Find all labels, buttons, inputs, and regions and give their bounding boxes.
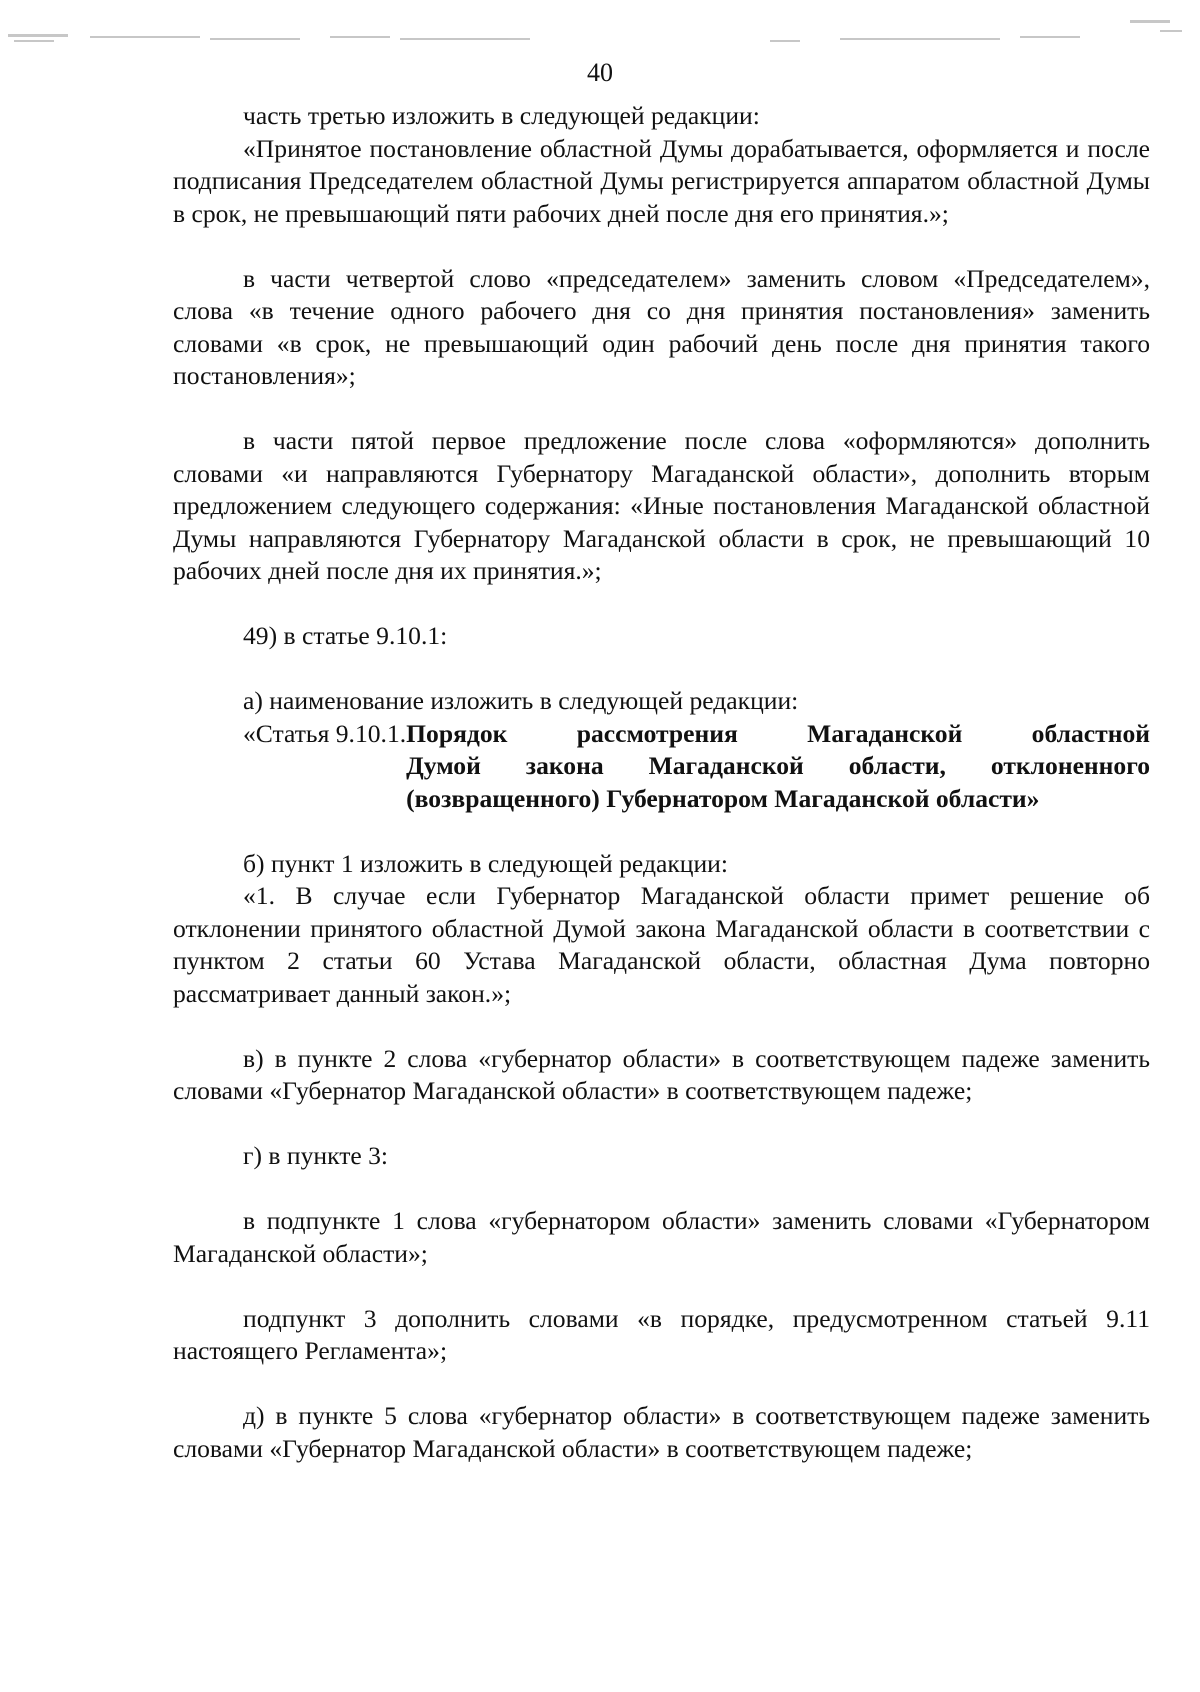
paragraph: д) в пункте 5 слова «губернатор области» в соответствующем падеже заменить словами «Губернатор Магаданской области» в соответствующем падеже; [173,1401,1150,1463]
paragraph: в) в пункте 2 слова «губернатор области» в соответствующем падеже заменить словами «Губернатор Магаданской области» в соответствующем падеже; [173,1043,1150,1105]
article-heading [173,718,1150,816]
scan-noise-artifact [0,0,1200,60]
paragraph: 49) в статье 9.10.1: [243,621,448,650]
paragraph: в части пятой первое предложение после слова «оформляются» дополнить словами «и направляются Губернатору Магаданской области», дополнить вторым предложением следующего содержания: «Иные постановления Магаданской областной Думы направляются Губернатору Магаданской области в срок, не превышающий 10 рабочих дней после дня их принятия.»; [173,426,1150,585]
paragraph: в части четвертой слово «председателем» заменить словом «Председателем», слова «в течение одного рабочего дня со дня принятия постановления» заменить словами «в срок, не превышающий один рабочий день после дня принятия такого постановления»; [173,263,1150,390]
document-body [173,100,1150,1465]
page-number: 40 [587,58,613,87]
article-heading-line: Порядок рассмотрения Магаданской областной [406,718,1150,748]
paragraph: подпункт 3 дополнить словами «в порядке, предусмотренном статьей 9.11 настоящего Регламента»; [173,1303,1150,1365]
article-heading-prefix: «Статья 9.10.1. [243,718,407,748]
paragraph: часть третью изложить в следующей редакции: [243,101,760,130]
paragraph: а) наименование изложить в следующей редакции: [243,686,799,715]
article-heading-title [406,718,1150,816]
paragraph: «1. В случае если Губернатор Магаданской области примет решение об отклонении принятого областной Думой закона Магаданской области в соответствии с пунктом 2 статьи 60 Устава Магаданской области, областная Дума повторно рассматривает данный закон.»; [173,881,1150,1008]
paragraph: «Принятое постановление областной Думы дорабатывается, оформляется и после подписания Председателем областной Думы регистрируется аппаратом областной Думы в срок, не превышающий пяти рабочих дней после дня его принятия.»; [173,133,1150,228]
paragraph: в подпункте 1 слова «губернатором области» заменить словами «Губернатором Магаданской области»; [173,1206,1150,1268]
paragraph: г) в пункте 3: [243,1141,389,1170]
article-heading-line: Думой закона Магаданской области, отклоненного (возвращенного) Губернатором Магаданской области» [406,751,1150,813]
paragraph: б) пункт 1 изложить в следующей редакции: [243,848,728,878]
